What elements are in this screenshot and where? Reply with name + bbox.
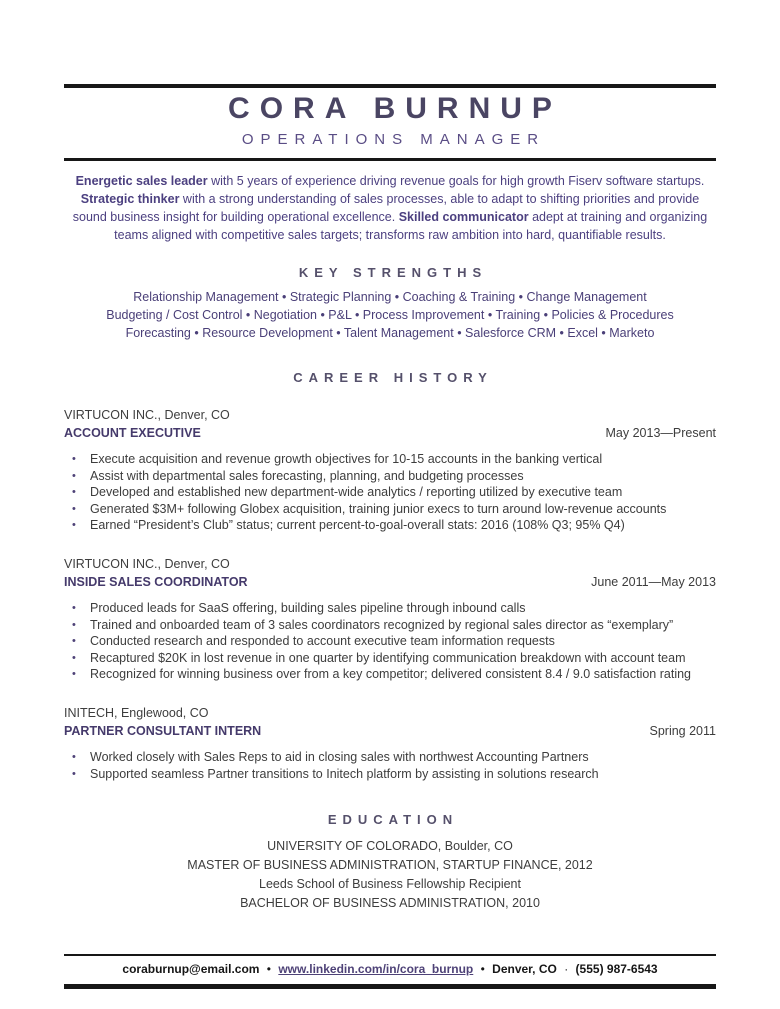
job-bullets xyxy=(64,451,716,534)
header-rule xyxy=(64,158,716,161)
education-heading: EDUCATION xyxy=(327,812,459,828)
key-strengths-list xyxy=(64,288,716,342)
bullet-text: • Generated $3M+ following Globex acquisition, training junior execs to turn around low-revenue accounts xyxy=(90,501,667,516)
strengths-line: Relationship Management • Strategic Planning • Coaching & Training • Change Management xyxy=(133,289,647,304)
job-entry xyxy=(64,407,716,534)
education-line: UNIVERSITY OF COLORADO, Boulder, CO xyxy=(267,839,513,854)
candidate-name: CORA BURNUP xyxy=(228,92,562,125)
phone-text: (555) 987-6543 xyxy=(575,962,658,976)
separator-dot: • xyxy=(480,962,485,976)
job-bullets xyxy=(64,600,716,683)
candidate-job-title: OPERATIONS MANAGER xyxy=(241,131,546,148)
job-entry xyxy=(64,705,716,783)
bullet-text: • Earned “President’s Club” status; current percent-to-goal-overall stats: 2016 (108% Q3; 95% Q4) xyxy=(90,518,625,533)
strengths-line: Forecasting • Resource Development • Talent Management • Salesforce CRM • Excel • Marketo xyxy=(125,325,655,340)
summary-paragraph xyxy=(68,172,712,245)
bullet-item xyxy=(64,666,716,683)
summary-text-1: with 5 years of experience driving revenue goals for high growth Fiserv software startups. xyxy=(207,174,705,188)
job-dates: June 2011—May 2013 xyxy=(591,575,716,590)
bullet-text: • Recognized for winning business over from a key competitor; delivered consistent 8.4 / 9.0 satisfaction rating xyxy=(90,667,692,682)
bullet-text: • Recaptured $20K in lost revenue in one quarter by identifying communication breakdown with account team xyxy=(90,650,686,665)
company-name: INITECH, Englewood, CO xyxy=(64,705,209,720)
bullet-item xyxy=(64,600,716,617)
strengths-line: Budgeting / Cost Control • Negotiation • P&L • Process Improvement • Training • Policies & Procedures xyxy=(106,307,674,322)
contact-line xyxy=(64,956,716,984)
bullet-item xyxy=(64,749,716,766)
job-role: INSIDE SALES COORDINATOR xyxy=(64,575,248,590)
bullet-text: • Assist with departmental sales forecasting, planning, and budgeting processes xyxy=(90,468,524,483)
education-line: BACHELOR OF BUSINESS ADMINISTRATION, 2010 xyxy=(240,895,540,910)
linkedin-link[interactable]: www.linkedin.com/in/cora_burnup xyxy=(278,962,474,976)
bullet-text: • Supported seamless Partner transitions to Initech platform by assisting in solutions research xyxy=(90,766,599,781)
job-role: PARTNER CONSULTANT INTERN xyxy=(64,724,262,739)
education-line: MASTER OF BUSINESS ADMINISTRATION, STARTUP FINANCE, 2012 xyxy=(187,858,593,873)
summary-bold-2: Strategic thinker xyxy=(80,192,180,207)
bullet-item xyxy=(64,633,716,650)
bullet-item xyxy=(64,468,716,485)
summary-bold-3: Skilled communicator xyxy=(398,210,529,225)
footer xyxy=(64,954,716,989)
bullet-item xyxy=(64,484,716,501)
career-history-heading: CAREER HISTORY xyxy=(293,369,493,385)
job-title-row xyxy=(64,425,716,441)
job-title-row xyxy=(64,574,716,590)
key-strengths-heading: KEY STRENGTHS xyxy=(298,264,488,280)
education-list xyxy=(64,837,716,912)
summary-bold-1: Energetic sales leader xyxy=(75,174,208,188)
resume-content xyxy=(0,84,780,912)
bullet-text: • Trained and onboarded team of 3 sales coordinators recognized by regional sales director as “exemplary” xyxy=(90,617,674,632)
job-title-row xyxy=(64,723,716,739)
bullet-text: • Worked closely with Sales Reps to aid in closing sales with northwest Accounting Partners xyxy=(90,750,589,765)
summary-text-2: with a strong understanding of sales processes, able to adapt to shifting priorities and provide sound business insight for building operational excellence. xyxy=(72,192,700,225)
education-line: Leeds School of Business Fellowship Recipient xyxy=(259,876,521,891)
bullet-text: • Execute acquisition and revenue growth objectives for 10-15 accounts in the banking vertical xyxy=(90,452,603,467)
bullet-item xyxy=(64,766,716,783)
bullet-text: • Produced leads for SaaS offering, building sales pipeline through inbound calls xyxy=(90,601,526,616)
summary-text-3: adept at training and organizing teams aligned with competitive sales targets; transforms raw ambition into hard, quantifiable results. xyxy=(114,210,708,243)
bullet-text: • Developed and established new department-wide analytics / reporting utilized by executive team xyxy=(90,485,623,500)
footer-bottom-rule xyxy=(64,984,716,989)
company-name: VIRTUCON INC., Denver, CO xyxy=(64,556,230,571)
header xyxy=(64,88,716,148)
bullet-item xyxy=(64,451,716,468)
bullet-item xyxy=(64,501,716,518)
job-role: ACCOUNT EXECUTIVE xyxy=(64,426,201,441)
bullet-item xyxy=(64,517,716,534)
bullet-text: • Conducted research and responded to account executive team information requests xyxy=(90,634,555,649)
job-dates: May 2013—Present xyxy=(605,426,716,441)
bullet-item xyxy=(64,650,716,667)
company-name: VIRTUCON INC., Denver, CO xyxy=(64,407,230,422)
job-entry xyxy=(64,556,716,683)
separator-dot: · xyxy=(564,962,569,976)
location-text: Denver, CO xyxy=(492,962,557,976)
job-bullets xyxy=(64,749,716,782)
separator-dot: • xyxy=(266,962,271,976)
bullet-item xyxy=(64,617,716,634)
job-dates: Spring 2011 xyxy=(649,724,716,739)
email-text: coraburnup@email.com xyxy=(122,962,260,976)
